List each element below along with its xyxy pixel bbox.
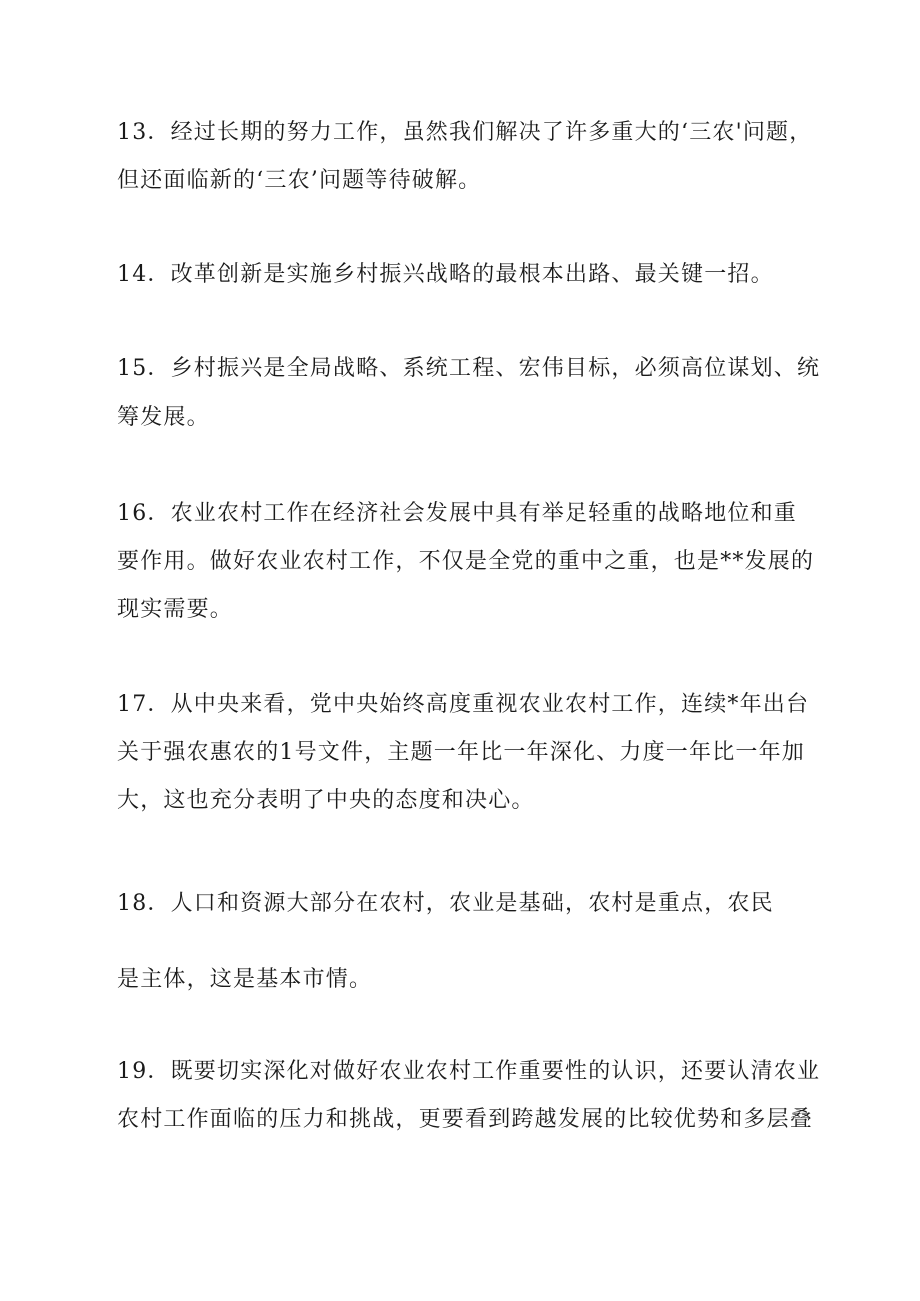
paragraph-16-line-3: 现实需要。 [117, 597, 234, 622]
paragraph-16-line-2: 要作用。做好农业农村工作，不仅是全党的重中之重，也是**发展的 [117, 549, 815, 574]
paragraph-13-line-1: 13．经过长期的努力工作，虽然我们解决了许多重大的‘三农'问题， [117, 120, 813, 145]
paragraph-18-line-2: 是主体，这是基本市情。 [117, 967, 373, 992]
paragraph-13-line-2: 但还面临新的‘三农’问题等待破解。 [117, 168, 482, 193]
paragraph-17-line-3: 大，这也充分表明了中央的态度和决心。 [117, 788, 535, 813]
paragraph-19-line-2: 农村工作面临的压力和挑战，更要看到跨越发展的比较优势和多层叠 [117, 1107, 814, 1132]
paragraph-14-line-1: 14．改革创新是实施乡村振兴战略的最根本出路、最关键一招。 [117, 262, 774, 287]
paragraph-18-line-1: 18．人口和资源大部分在农村，农业是基础，农村是重点，农民 [117, 891, 774, 916]
paragraph-16-line-1: 16．农业农村工作在经济社会发展中具有举足轻重的战略地位和重 [117, 501, 797, 526]
paragraph-17-line-2: 关于强农惠农的1号文件，主题一年比一年深化、力度一年比一年加 [117, 740, 805, 765]
paragraph-17-line-1: 17．从中央来看，党中央始终高度重视农业农村工作，连续*年出台 [117, 692, 810, 717]
paragraph-15-line-2: 筹发展。 [117, 405, 210, 430]
paragraph-15-line-1: 15．乡村振兴是全局战略、系统工程、宏伟目标，必须高位谋划、统 [117, 356, 821, 381]
paragraph-19-line-1: 19．既要切实深化对做好农业农村工作重要性的认识，还要认清农业 [117, 1059, 821, 1084]
